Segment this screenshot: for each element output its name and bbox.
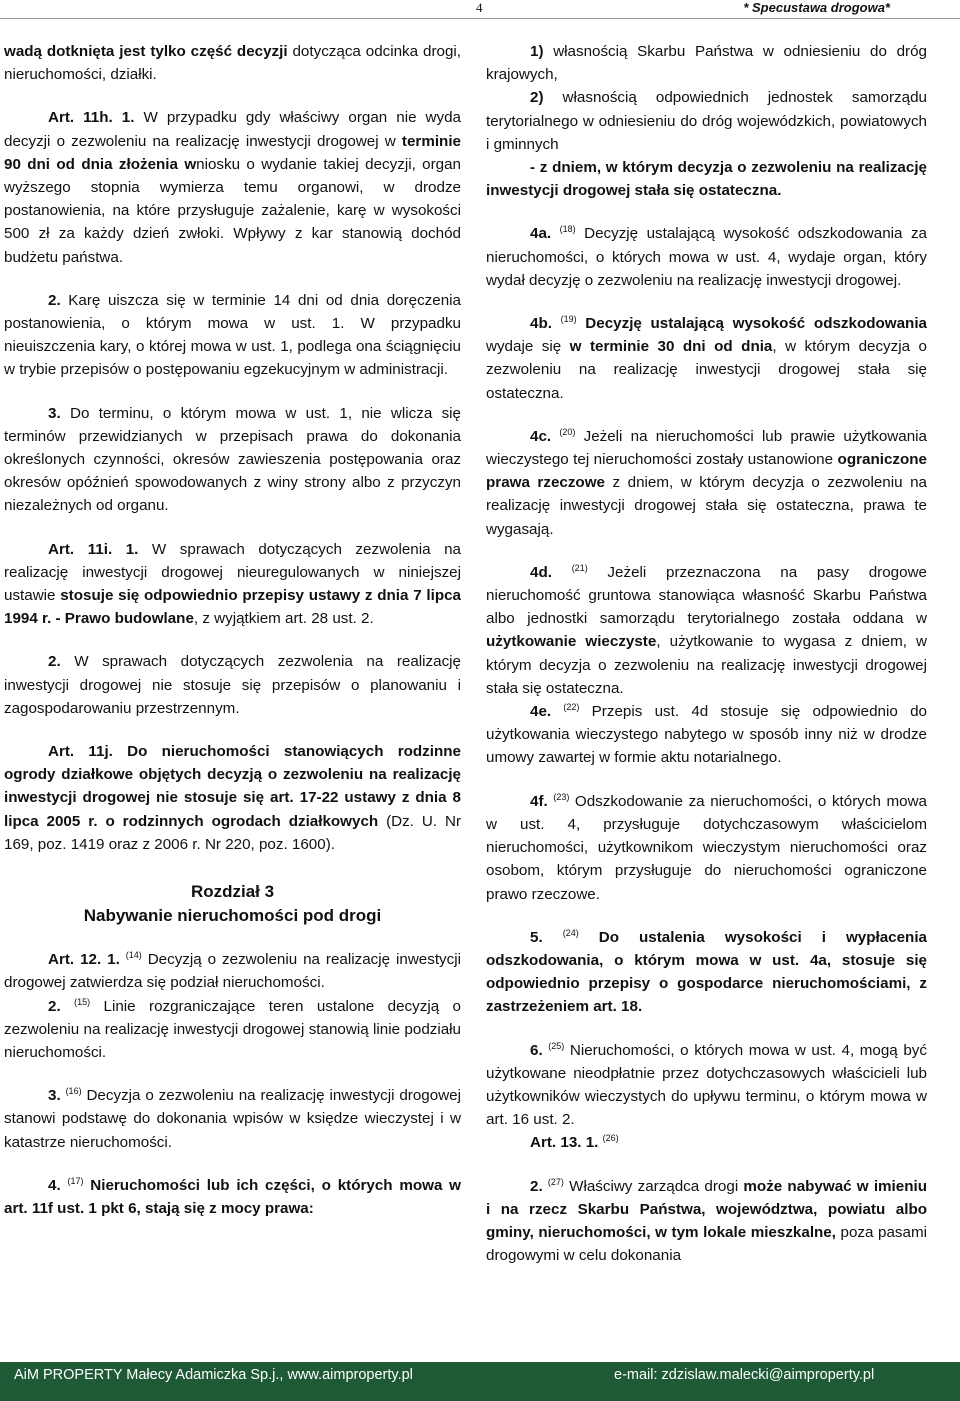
text: , w którym decyzja o zezwoleniu na realizację inwestycji drogowej stała się ostateczna. bbox=[486, 338, 927, 402]
article-12-4 bbox=[4, 1174, 461, 1220]
text: dotycząca odcinka drogi, nieruchomości, działki. bbox=[4, 43, 461, 84]
footnote-ref: (15) bbox=[74, 996, 91, 1007]
text: niosku o wydanie takiej decyzji, organ wyższego stopnia wymierza temu organowi, w drodze postanowienia, na które przysługuje zażalenie, karę w wysokości 500 zł za każdy dzień zwłoki. Wpływy z kar stanowią dochód budżetu państwa. bbox=[4, 155, 461, 266]
footnote-ref: (18) bbox=[559, 224, 576, 235]
article-label: 3. bbox=[48, 1087, 61, 1105]
text: W sprawach dotyczących zezwolenia na realizację inwestycji drogowej nieuregulowanych w niniejszej ustawie bbox=[4, 540, 461, 605]
article-11h-1 bbox=[4, 106, 461, 268]
article-12-3 bbox=[4, 1084, 461, 1154]
emphasis: stosuje się odpowiednio przepisy ustawy z dnia 7 lipca 1994 r. - Prawo budowlane bbox=[4, 587, 462, 628]
article-label: 2. bbox=[48, 997, 61, 1015]
footnote-ref: (17) bbox=[67, 1175, 84, 1186]
header-title: * Specustawa drogowa* bbox=[743, 0, 890, 15]
text: wydaje się bbox=[486, 338, 570, 356]
emphasis: wadą dotknięta jest tylko część decyzji bbox=[4, 43, 288, 60]
text: Jeżeli przeznaczona na pasy drogowe nieruchomość gruntowa stanowiąca własność Skarbu Państwa albo jednostki samorządu terytorialnego została oddana w bbox=[486, 563, 927, 628]
article-11j bbox=[4, 740, 461, 856]
text: z dniem, w którym decyzja o zezwoleniu na realizację inwestycji drogowej stała się ostateczna, prawa te wygasają. bbox=[486, 474, 927, 538]
text: W sprawach dotyczących zezwolenia na realizację inwestycji drogowej nie stosuje się przepisów o planowaniu i zagospodarowaniu przestrzennym. bbox=[4, 653, 461, 717]
text: Decyzję ustalającą wysokość odszkodowania za nieruchomości, o których mowa w ust. 4, wydaje organ, który wydał decyzję o zezwoleniu na realizację inwestycji drogowej. bbox=[486, 225, 927, 289]
article-label: 4c. bbox=[530, 427, 552, 445]
article-label: 4f. bbox=[530, 792, 548, 810]
article-12-2 bbox=[4, 995, 461, 1065]
footnote-ref: (20) bbox=[559, 426, 576, 437]
article-11i-2 bbox=[4, 650, 461, 720]
text: (Dz. U. Nr 169, poz. 1419 oraz z 2006 r. Nr 220, poz. 1600). bbox=[4, 812, 461, 853]
point-2 bbox=[486, 86, 927, 156]
footer-email: e-mail: zdzislaw.malecki@aimproperty.pl bbox=[614, 1367, 875, 1383]
text: W przypadku gdy właściwy organ nie wyda decyzji o zezwoleniu na realizację inwestycji drogowej w bbox=[4, 109, 461, 150]
text: Karę uiszcza się w terminie 14 dni od dnia doręczenia postanowienia, o którym mowa w ust. 1. W przypadku nieuiszczenia kary, o której mowa w ust. 1, podlega ona ściągnięciu w trybie przepisów o postępowaniu egzekucyjnym w administracji. bbox=[4, 291, 461, 379]
article-12-4d bbox=[486, 561, 927, 700]
page-number: 4 bbox=[476, 0, 483, 15]
footnote-ref: (26) bbox=[602, 1133, 619, 1144]
text: Odszkodowanie za nieruchomości, o których mowa w ust. 4, przysługuje dotychczasowym właścicielom nieruchomości, użytkownikom wieczystym nieruchomości oraz osobom, którym przysługuje do nieruchomości ograniczone prawo rzeczowe. bbox=[486, 792, 927, 903]
emphasis: Decyzję ustalającą wysokość odszkodowania bbox=[576, 315, 927, 333]
article-label: 4a. bbox=[530, 225, 552, 243]
article-13-2 bbox=[486, 1175, 927, 1268]
footnote-ref: (25) bbox=[548, 1040, 565, 1051]
emphasis: w terminie 30 dni od dnia bbox=[569, 338, 773, 356]
footnote-ref: (14) bbox=[125, 950, 142, 961]
emphasis: Do ustalenia wysokości i wypłacenia odszkodowania, o którym mowa w ust. 4a, stosuje się odpowiednio przepisy o gospodarce nieruchomościami, z zastrzeżeniem art. 18. bbox=[486, 928, 927, 1016]
article-12-4e bbox=[486, 700, 927, 770]
point-1 bbox=[486, 40, 927, 86]
article-12-1 bbox=[4, 948, 461, 994]
emphasis: Art. 11j. Do nieruchomości stanowiących rodzinne ogrody działkowe objętych decyzją o zezwoleniu na realizację inwestycji drogowej nie stosuje się art. 17-22 ustawy z dnia 8 lipca 2005 r. o rodzinnych ogrodach działkowych bbox=[4, 743, 461, 830]
point-label: 1) bbox=[530, 43, 544, 60]
text: Do terminu, o którym mowa w ust. 1, nie wlicza się terminów przewidzianych w przepisach prawa do dokonania określonych czynności, okresów zawieszenia postępowania oraz okresów opóźnień spowodowanych z winy strony albo z przyczyn niezależnych od organu. bbox=[4, 404, 461, 515]
article-12-4b bbox=[486, 312, 927, 405]
article-label: 4d. bbox=[530, 563, 552, 581]
article-label: Art. 13. 1. bbox=[530, 1134, 599, 1152]
chapter-title: Nabywanie nieruchomości pod drogi bbox=[83, 906, 382, 926]
text: Decyzją o zezwoleniu na realizację inwestycji drogowej zatwierdza się podział nieruchomości. bbox=[4, 951, 461, 992]
text: Właściwy zarządca drogi bbox=[563, 1177, 744, 1195]
text: , użytkowanie to wygasa z dniem, w którym decyzja o zezwoleniu na realizację inwestycji drogowej stała się ostateczna. bbox=[486, 633, 927, 697]
article-13-1 bbox=[486, 1131, 927, 1154]
emphasis: - z dniem, w którym decyzja o zezwoleniu na realizację inwestycji drogowej stała się ostateczna. bbox=[486, 159, 927, 200]
article-label: 4. bbox=[48, 1176, 61, 1194]
article-11h-2 bbox=[4, 289, 461, 382]
article-label: 2. bbox=[48, 291, 61, 309]
article-12-5 bbox=[486, 926, 927, 1019]
article-12-4a bbox=[486, 222, 927, 292]
emphasis: może nabywać w imieniu i na rzecz Skarbu Państwa, województwa, powiatu albo gminy, nieruchomości, w tym lokale mieszkalne, bbox=[486, 1177, 927, 1241]
footnote-ref: (21) bbox=[571, 562, 588, 573]
text: Decyzja o zezwoleniu na realizację inwestycji drogowej stanowi podstawę do dokonania wpisów w księdze wieczystej i w katastrze nieruchomości. bbox=[4, 1087, 461, 1151]
chapter-number: Rozdział 3 bbox=[190, 882, 275, 902]
article-label: Art. 12. 1. bbox=[48, 951, 120, 969]
article-label: 5. bbox=[530, 928, 543, 946]
chapter-heading bbox=[4, 880, 461, 928]
article-12-4c bbox=[486, 425, 927, 541]
footer-company: AiM PROPERTY Małecy Adamiczka Sp.j., www.aimproperty.pl bbox=[14, 1367, 413, 1383]
right-column bbox=[486, 40, 927, 1287]
article-label: 3. bbox=[48, 404, 61, 422]
footnote-ref: (24) bbox=[562, 927, 579, 938]
article-label: Art. 11i. 1. bbox=[48, 540, 139, 558]
emphasis: ograniczone prawa rzeczowe bbox=[486, 451, 927, 492]
article-label: Art. 11h. 1. bbox=[48, 109, 135, 127]
footnote-ref: (23) bbox=[553, 791, 570, 802]
text: Nieruchomości, o których mowa w ust. 4, mogą być użytkowane nieodpłatnie przez dotychczasowych właścicieli lub użytkowników wieczystych do upływu terminu, o którym mowa w art. 16 ust. 2. bbox=[486, 1041, 927, 1129]
footnote-ref: (22) bbox=[563, 702, 580, 713]
text: Przepis ust. 4d stosuje się odpowiednio do użytkowania wieczystego nabytego w sposób inny niż w drodze umowy zawartej w formie aktu notarialnego. bbox=[486, 703, 927, 767]
article-label: 6. bbox=[530, 1041, 543, 1059]
paragraph bbox=[4, 40, 461, 86]
point-dash bbox=[486, 156, 927, 202]
text: poza pasami drogowymi w celu dokonania bbox=[486, 1223, 927, 1265]
point-label: 2) bbox=[530, 89, 544, 107]
article-11h-3 bbox=[4, 402, 461, 518]
footnote-ref: (27) bbox=[547, 1176, 564, 1187]
article-label: 2. bbox=[48, 653, 61, 671]
emphasis: użytkowanie wieczyste bbox=[486, 633, 657, 651]
text: Jeżeli na nieruchomości lub prawie użytkowania wieczystego tej nieruchomości zostały ustanowione bbox=[486, 427, 927, 469]
text: , z wyjątkiem art. 28 ust. 2. bbox=[193, 610, 374, 628]
article-label: 4e. bbox=[530, 703, 552, 721]
article-12-6 bbox=[486, 1039, 927, 1132]
header-rule bbox=[0, 18, 960, 19]
text: Linie rozgraniczające teren ustalone decyzją o zezwoleniu na realizację inwestycji drogowej stanowią linie podziału nieruchomości. bbox=[4, 997, 461, 1061]
article-12-4f bbox=[486, 790, 927, 906]
footnote-ref: (16) bbox=[65, 1086, 82, 1097]
emphasis: terminie 90 dni od dnia złożenia w bbox=[4, 132, 461, 173]
text: własnością Skarbu Państwa w odniesieniu do dróg krajowych, bbox=[486, 43, 927, 84]
article-label: 4b. bbox=[530, 315, 552, 333]
left-column bbox=[4, 40, 461, 1240]
emphasis: Nieruchomości lub ich części, o których mowa w art. 11f ust. 1 pkt 6, stają się z mocy prawa: bbox=[4, 1176, 461, 1217]
article-11i-1 bbox=[4, 538, 461, 631]
article-label: 2. bbox=[530, 1177, 543, 1195]
footnote-ref: (19) bbox=[560, 314, 577, 325]
text: własnością odpowiednich jednostek samorządu terytorialnego w odniesieniu do dróg wojewódzkich, powiatowych i gminnych bbox=[486, 89, 927, 153]
